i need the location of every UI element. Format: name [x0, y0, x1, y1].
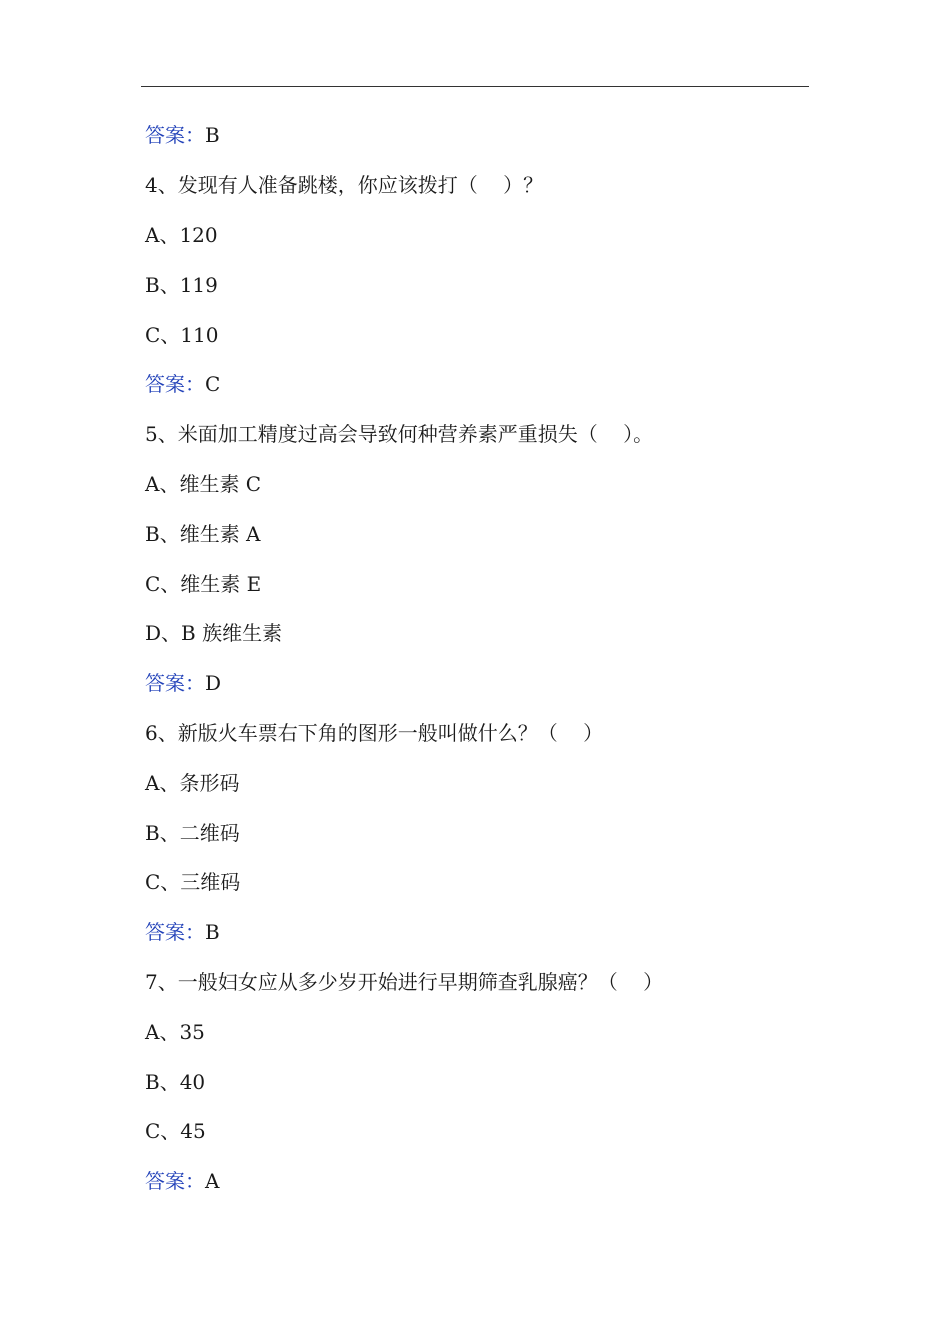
option-c: C、45 — [145, 1119, 206, 1143]
answer-line — [145, 1166, 219, 1196]
option-a: A、条形码 — [145, 771, 240, 795]
answer-label: 答案： — [145, 920, 205, 944]
answer-value: D — [205, 671, 222, 695]
answer-label: 答案： — [145, 1169, 205, 1193]
answer-line — [145, 120, 220, 150]
answer-value: C — [205, 372, 221, 396]
option-c: C、维生素 E — [145, 572, 262, 596]
answer-label: 答案： — [145, 123, 205, 147]
option-b: B、二维码 — [145, 821, 240, 845]
option-d: D、B 族维生素 — [145, 621, 283, 645]
option-b: B、维生素 A — [145, 522, 261, 546]
answer-value: A — [205, 1169, 220, 1193]
header-rule — [141, 86, 809, 87]
option-c: C、110 — [145, 323, 219, 347]
question-text: 6、新版火车票右下角的图形一般叫做什么？（ ） — [145, 721, 604, 745]
answer-value: B — [205, 123, 220, 147]
answer-label: 答案： — [145, 372, 205, 396]
option-b: B、119 — [145, 273, 218, 297]
answer-label: 答案： — [145, 671, 205, 695]
question-text: 4、发现有人准备跳楼，你应该拨打（ ）？ — [145, 173, 544, 197]
question-text: 5、米面加工精度过高会导致何种营养素严重损失（ ）。 — [145, 422, 654, 446]
option-a: A、120 — [145, 223, 218, 247]
answer-value: B — [205, 920, 220, 944]
option-a: A、35 — [145, 1020, 205, 1044]
option-c: C、三维码 — [145, 870, 241, 894]
answer-line — [145, 369, 220, 399]
answer-line — [145, 917, 220, 947]
option-a: A、维生素 C — [145, 472, 262, 496]
question-text: 7、一般妇女应从多少岁开始进行早期筛查乳腺癌？（ ） — [145, 970, 664, 994]
option-b: B、40 — [145, 1070, 206, 1094]
answer-line — [145, 668, 221, 698]
